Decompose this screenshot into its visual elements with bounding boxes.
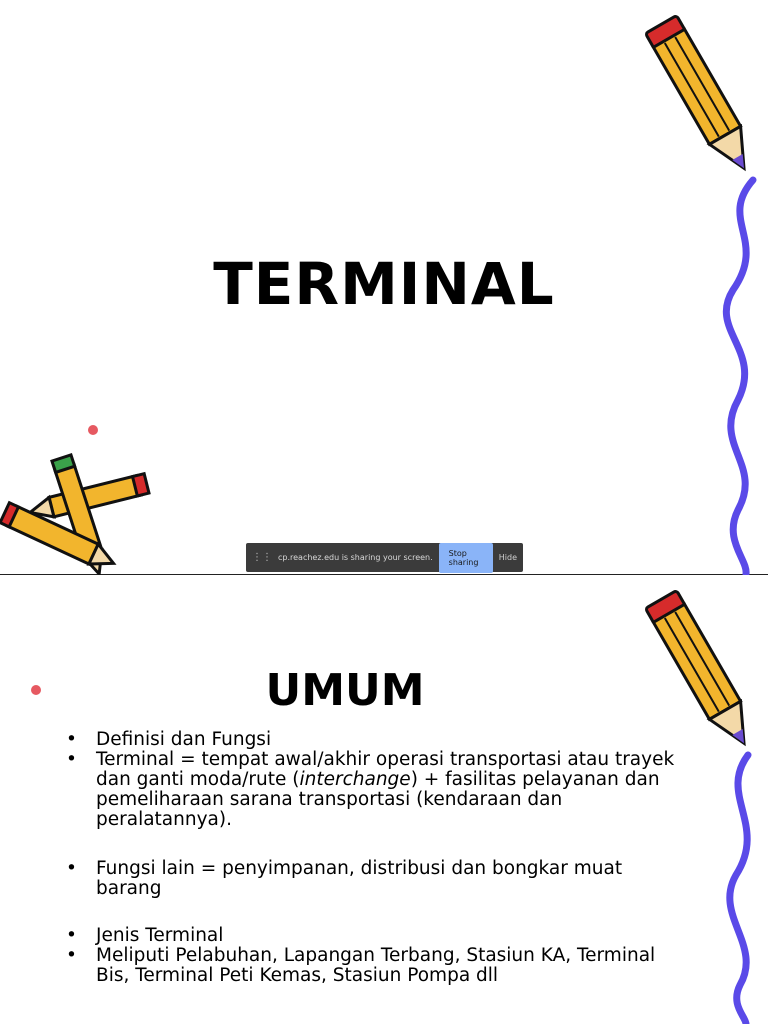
stop-sharing-button[interactable]: Stop sharing: [439, 543, 493, 573]
list-item: • Meliputi Pelabuhan, Lapangan Terbang, Stasiun KA, Terminal Bis, Terminal Peti Kemas, Stasiun Pompa dll: [62, 946, 682, 986]
pencil-icon: [640, 2, 760, 187]
hide-button[interactable]: Hide: [498, 553, 517, 562]
wavy-line-decoration: [708, 180, 768, 574]
bullet-list: [62, 730, 682, 986]
cursor-marker: [88, 425, 98, 435]
crossed-pencils-icon: [0, 460, 160, 575]
slide-title: UMUM: [265, 665, 425, 716]
list-item: • Jenis Terminal: [62, 926, 682, 946]
wavy-line-decoration: [708, 755, 768, 1024]
list-item: • Fungsi lain = penyimpanan, distribusi dan bongkar muat barang: [62, 859, 682, 899]
drag-handle-icon[interactable]: ⋮⋮: [252, 552, 272, 563]
screen-share-bar: [246, 543, 523, 572]
share-message: cp.reachez.edu is sharing your screen.: [278, 553, 433, 562]
list-item: • Terminal = tempat awal/akhir operasi transportasi atau trayek dan ganti moda/rute (interchange) + fasilitas pelayanan dan pemeliharaan sarana transportasi (kendaraan dan peralatannya).: [62, 750, 682, 830]
slide-title: TERMINAL: [213, 250, 555, 318]
slide-umum: [0, 575, 768, 1024]
list-item: • Definisi dan Fungsi: [62, 730, 682, 750]
